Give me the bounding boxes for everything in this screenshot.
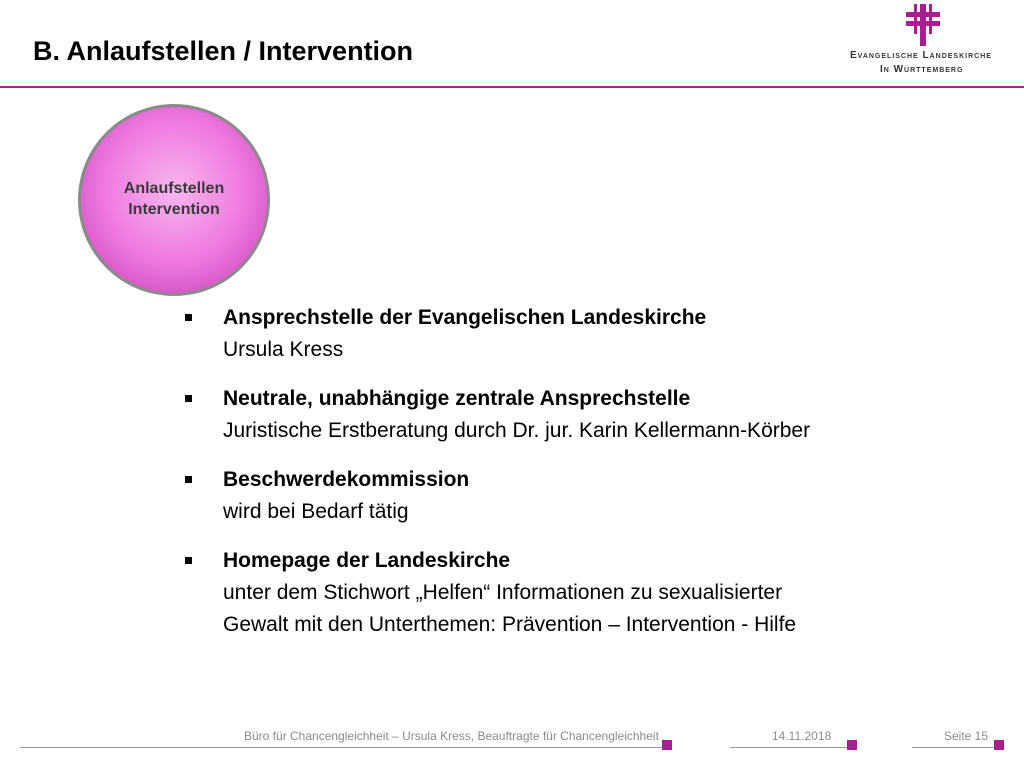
footer-page-number: Seite 15 — [944, 729, 989, 743]
bullet-item — [183, 383, 1003, 447]
church-cross-logo-icon — [904, 4, 942, 46]
footer-divider — [730, 747, 857, 748]
footer-divider — [912, 747, 1004, 748]
footer-square-icon — [847, 740, 857, 750]
bullet-item — [183, 302, 1003, 366]
circle-label-line1: Anlaufstellen — [123, 180, 225, 197]
bullet-heading: Homepage der Landeskirche — [223, 549, 511, 572]
circle-label — [76, 178, 272, 220]
footer-square-icon — [994, 740, 1004, 750]
square-bullet-icon — [185, 476, 192, 483]
bullet-heading: Neutrale, unabhängige zentrale Ansprechstelle — [223, 387, 691, 410]
bullet-item — [183, 545, 1003, 641]
footer-divider — [20, 747, 669, 748]
bullet-text: Gewalt mit den Unterthemen: Prävention – Intervention - Hilfe — [223, 613, 797, 636]
logo-text-line1: Evangelische Landeskirche — [850, 50, 992, 61]
footer-date: 14.11.2018 — [772, 729, 832, 743]
circle-label-line2: Intervention — [128, 201, 220, 218]
square-bullet-icon — [185, 314, 192, 321]
bullet-text: Ursula Kress — [223, 338, 344, 361]
bullet-text: wird bei Bedarf tätig — [223, 500, 409, 523]
slide-title: B. Anlaufstellen / Intervention — [33, 36, 414, 66]
bullet-heading: Ansprechstelle der Evangelischen Landeskirche — [223, 306, 707, 329]
bullet-text: Juristische Erstberatung durch Dr. jur. Karin Kellermann-Körber — [223, 419, 811, 442]
footer-author: Büro für Chancengleichheit – Ursula Kress, Beauftragte für Chancengleichheit — [244, 729, 659, 743]
bullet-text: unter dem Stichwort „Helfen“ Informationen zu sexualisierter — [223, 581, 783, 604]
bullet-list — [183, 302, 1003, 658]
bullet-heading: Beschwerdekommission — [223, 468, 470, 491]
square-bullet-icon — [185, 557, 192, 564]
header-divider — [0, 86, 1024, 88]
logo-text-line2: In Württemberg — [880, 64, 964, 75]
bullet-item — [183, 464, 1003, 528]
square-bullet-icon — [185, 395, 192, 402]
footer-square-icon — [662, 740, 672, 750]
